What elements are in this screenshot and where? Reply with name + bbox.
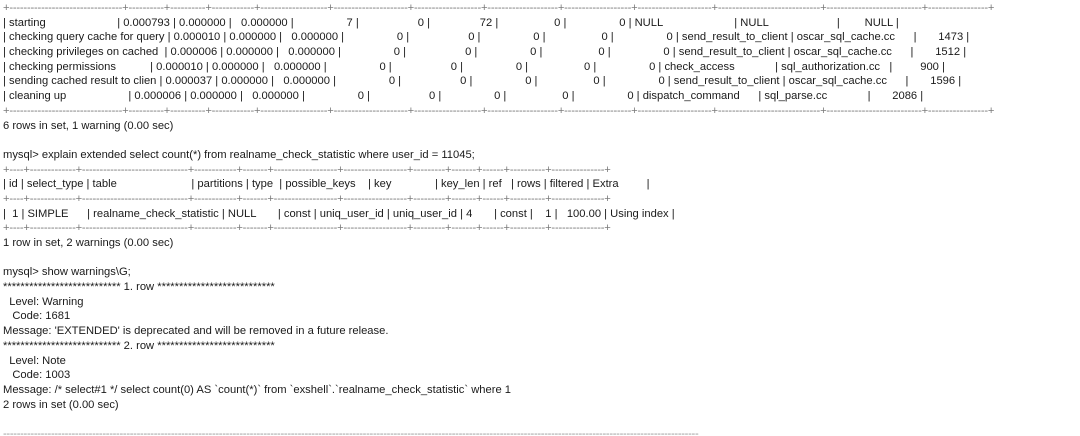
- terminal-line-separator: +----+-------------+------------------------------+------------+-------+------------------+------------------+---------+-------+------+----------+---------------+: [3, 163, 611, 176]
- terminal-line-separator: +--------------------------------+----------+----------+------------+-------------------+---------------------+-------------------+--------------------+-------------------+---------------------+-----------------------------+---------------------------+-----------------+: [3, 2, 995, 14]
- terminal-line-output: *************************** 2. row ***************************: [3, 339, 275, 352]
- terminal-line-output: 2 rows in set (0.00 sec): [3, 398, 119, 411]
- terminal-line-separator: +----+-------------+------------------------------+------------+-------+------------------+------------------+---------+-------+------+----------+---------------+: [3, 222, 611, 235]
- terminal-line-row: | sending cached result to clien | 0.000037 | 0.000000 | 0.000000 | 0 | 0 | 0 | 0 | 0 | send_result_to_client | oscar_sql_cache.cc | 1596 |: [3, 75, 962, 88]
- terminal-line-output: 6 rows in set, 1 warning (0.00 sec): [3, 119, 174, 132]
- terminal-line-output: Level: Warning: [3, 295, 84, 308]
- terminal-line-output: *************************** 1. row ***************************: [3, 281, 275, 294]
- terminal-line-blank: [3, 412, 1078, 427]
- terminal-line-footer: -----------------------------------------------------------------------------------------------------------------------------------------------------------------------------------------------------------: [3, 427, 699, 435]
- terminal-line-output: Message: 'EXTENDED' is deprecated and will be removed in a future release.: [3, 325, 389, 338]
- terminal-output: [3, 1, 1078, 435]
- terminal-line-output: Level: Note: [3, 354, 66, 367]
- terminal-line-command: mysql> show warnings\G;: [3, 266, 131, 279]
- terminal-line-row: | id | select_type | table | partitions | type | possible_keys | key | key_len | ref | rows | filtered | Extra |: [3, 178, 650, 191]
- terminal-line-output: Code: 1681: [3, 310, 71, 323]
- terminal-line-row: | starting | 0.000793 | 0.000000 | 0.000000 | 7 | 0 | 72 | 0 | 0 | NULL | NULL | NULL |: [3, 16, 899, 29]
- terminal-line-row: | checking permissions | 0.000010 | 0.000000 | 0.000000 | 0 | 0 | 0 | 0 | 0 | check_access | sql_authorization.cc | 900 |: [3, 60, 945, 73]
- terminal-line-separator: +----+-------------+------------------------------+------------+-------+------------------+------------------+---------+-------+------+----------+---------------+: [3, 192, 611, 205]
- terminal-line-separator: +--------------------------------+----------+----------+------------+-------------------+---------------------+-------------------+--------------------+-------------------+---------------------+-----------------------------+---------------------------+-----------------+: [3, 104, 995, 117]
- terminal-line-output: 1 row in set, 2 warnings (0.00 sec): [3, 237, 174, 249]
- terminal-line-row: | 1 | SIMPLE | realname_check_statistic | NULL | const | uniq_user_id | uniq_user_id | 4 | const | 1 | 100.00 | Using index |: [3, 207, 675, 220]
- terminal-line-output: Code: 1003: [3, 369, 71, 382]
- terminal-line-row: | checking query cache for query | 0.000010 | 0.000000 | 0.000000 | 0 | 0 | 0 | 0 | 0 | send_result_to_client | oscar_sql_cache.cc | 1473 |: [3, 31, 970, 44]
- terminal-line-blank: [3, 251, 1078, 266]
- terminal-line-row: | checking privileges on cached | 0.000006 | 0.000000 | 0.000000 | 0 | 0 | 0 | 0 | 0 | send_result_to_client | oscar_sql_cache.cc | 1512 |: [3, 46, 967, 59]
- terminal-line-command: mysql> explain extended select count(*) from realname_check_statistic where user_id = 11045;: [3, 148, 475, 161]
- terminal-line-row: | cleaning up | 0.000006 | 0.000000 | 0.000000 | 0 | 0 | 0 | 0 | 0 | dispatch_command | sql_parse.cc | 2086 |: [3, 90, 924, 103]
- terminal-line-blank: [3, 133, 1078, 148]
- terminal-line-output: Message: /* select#1 */ select count(0) AS `count(*)` from `exshell`.`realname_check_statistic` where 1: [3, 383, 511, 396]
